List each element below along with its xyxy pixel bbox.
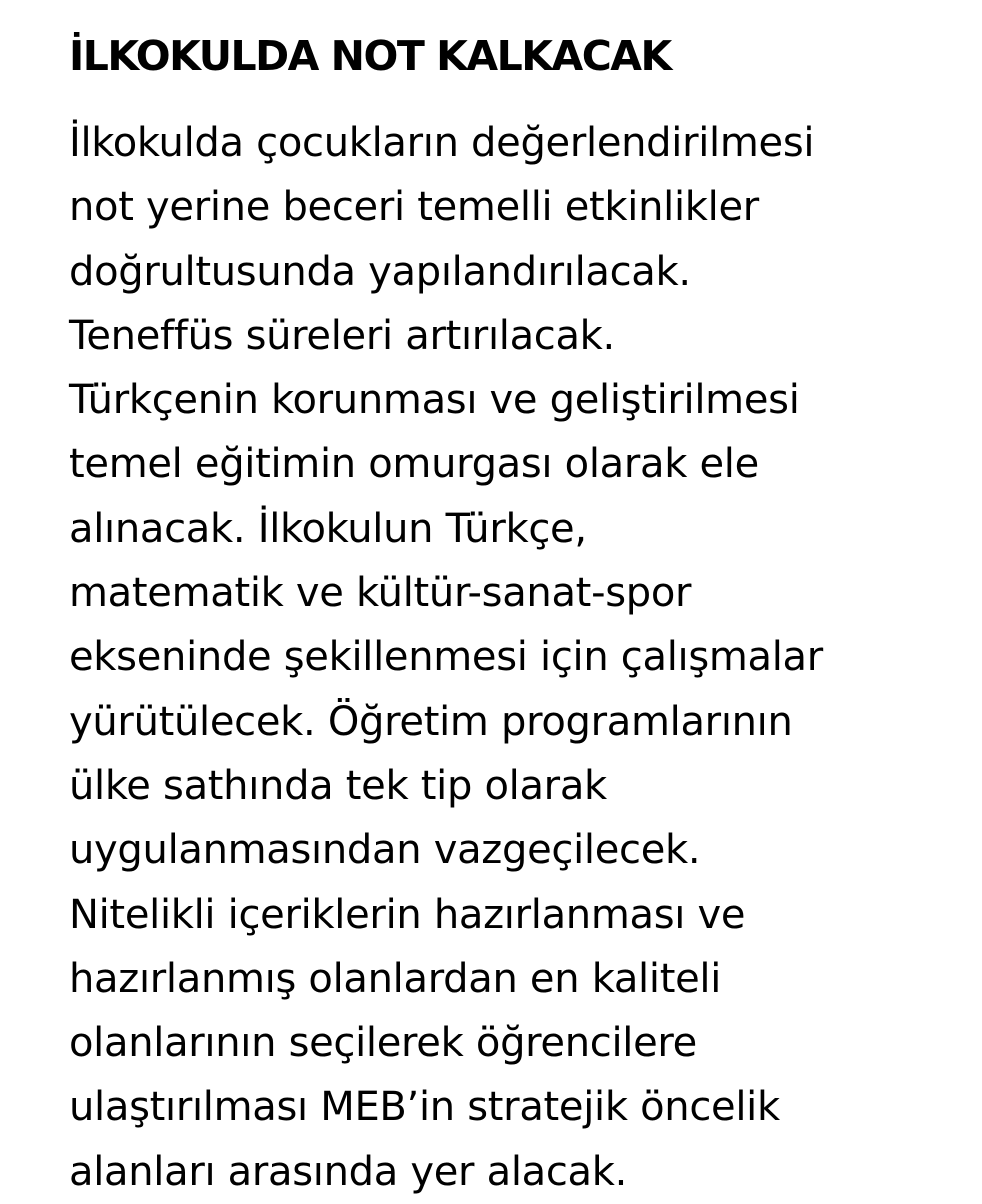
- body-line: Nitelikli içeriklerin hazırlanması ve: [69, 891, 746, 938]
- body-line: hazırlanmış olanlardan en kaliteli: [69, 955, 722, 1002]
- body-line: uygulanmasından vazgeçilecek.: [69, 827, 701, 874]
- body-line: ülke sathında tek tip olarak: [69, 762, 607, 809]
- body-line: ulaştırılması MEB’in stratejik öncelik: [69, 1084, 780, 1131]
- body-line: matematik ve kültür-sanat-spor: [69, 570, 692, 617]
- article-body: [69, 111, 969, 1204]
- body-line: ekseninde şekillenmesi için çalışmalar: [69, 634, 823, 681]
- body-line: temel eğitimin omurgası olarak ele: [69, 441, 759, 488]
- body-line: doğrultusunda yapılandırılacak.: [69, 248, 691, 295]
- article-headline: İLKOKULDA NOT KALKACAK: [69, 32, 671, 80]
- body-line: olanlarının seçilerek öğrencilere: [69, 1020, 697, 1067]
- article: [69, 26, 969, 1204]
- body-line: not yerine beceri temelli etkinlikler: [69, 184, 759, 231]
- body-line: İlkokulda çocukların değerlendirilmesi: [69, 120, 815, 166]
- body-line: Teneffüs süreleri artırılacak.: [69, 312, 615, 359]
- body-line: Türkçenin korunması ve geliştirilmesi: [69, 377, 800, 424]
- body-line: alınacak. İlkokulun Türkçe,: [69, 505, 587, 552]
- body-line: alanları arasında yer alacak.: [69, 1148, 628, 1195]
- body-line: yürütülecek. Öğretim programlarının: [69, 698, 793, 745]
